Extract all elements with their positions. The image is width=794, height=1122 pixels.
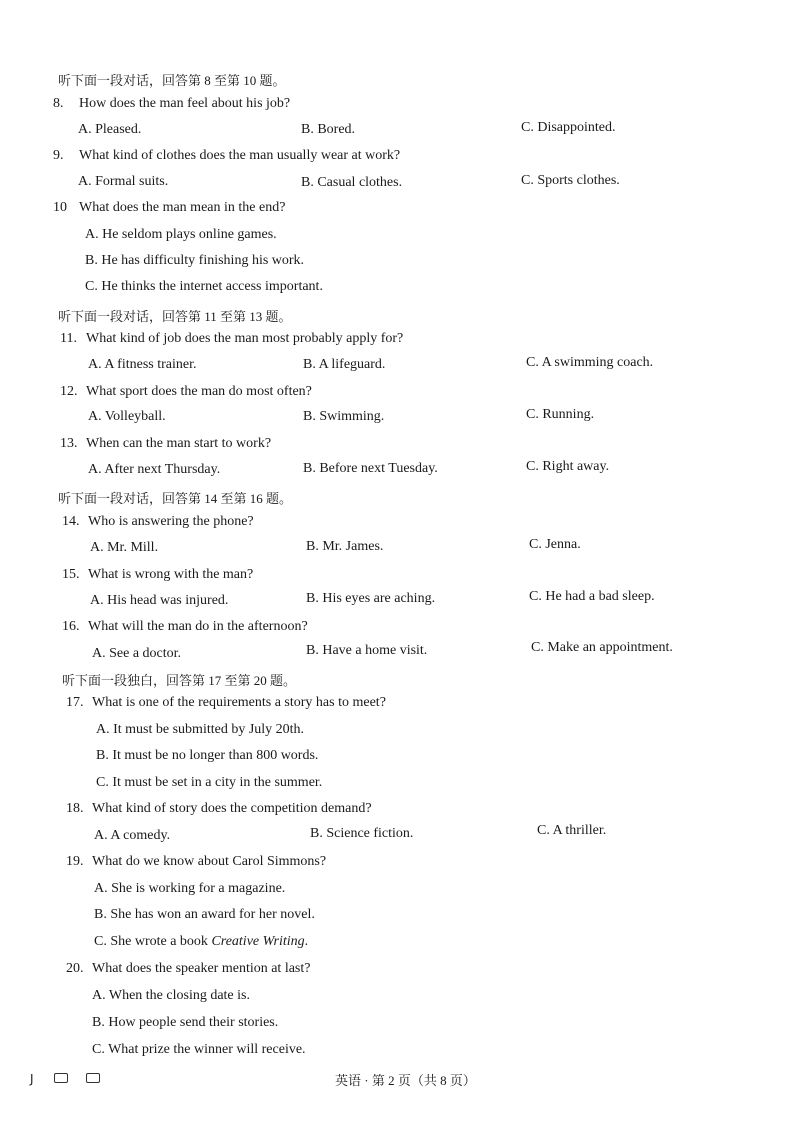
- option-13a: A. After next Thursday.: [88, 462, 221, 477]
- option-10b: B. He has difficulty finishing his work.: [85, 253, 305, 268]
- option-13b: B. Before next Tuesday.: [303, 461, 438, 476]
- option-9b: B. Casual clothes.: [301, 175, 403, 190]
- option-12a: A. Volleyball.: [88, 409, 166, 424]
- option-16b: B. Have a home visit.: [306, 643, 428, 658]
- question-15: 15. What is wrong with the man?: [62, 567, 254, 582]
- question-16: 16. What will the man do in the afternoon?: [62, 619, 308, 634]
- option-10a: A. He seldom plays online games.: [85, 227, 277, 242]
- option-14c: C. Jenna.: [529, 537, 581, 552]
- section-instruction: 听下面一段独白，回答第 17 至第 20 题。: [62, 673, 297, 688]
- question-18: 18. What kind of story does the competition demand?: [66, 801, 372, 816]
- option-9c: C. Sports clothes.: [521, 173, 620, 188]
- option-20c: C. What prize the winner will receive.: [92, 1042, 306, 1057]
- option-13c: C. Right away.: [526, 459, 610, 474]
- option-19b: B. She has won an award for her novel.: [94, 907, 315, 922]
- option-19a: A. She is working for a magazine.: [94, 881, 286, 896]
- page-number: 英语 · 第 2 页（共 8 页）: [335, 1073, 476, 1088]
- question-19: 19. What do we know about Carol Simmons?: [66, 854, 327, 869]
- option-11a: A. A fitness trainer.: [88, 357, 197, 372]
- section-instruction: 听下面一段对话，回答第 14 至第 16 题。: [58, 491, 293, 506]
- question-12: 12. What sport does the man do most often?: [60, 384, 312, 399]
- option-9a: A. Formal suits.: [78, 174, 169, 189]
- option-15c: C. He had a bad sleep.: [529, 589, 655, 604]
- option-14b: B. Mr. James.: [306, 539, 384, 554]
- question-13: 13. When can the man start to work?: [60, 436, 272, 451]
- scan-box-icon: [86, 1072, 100, 1086]
- option-11c: C. A swimming coach.: [526, 355, 654, 370]
- option-12c: C. Running.: [526, 407, 595, 422]
- question-8: 8. How does the man feel about his job?: [53, 96, 291, 111]
- option-17c: C. It must be set in a city in the summer.: [96, 775, 323, 790]
- question-11: 11. What kind of job does the man most probably apply for?: [60, 331, 404, 346]
- option-15b: B. His eyes are aching.: [306, 591, 436, 606]
- option-17b: B. It must be no longer than 800 words.: [96, 748, 319, 763]
- option-20a: A. When the closing date is.: [92, 988, 250, 1003]
- option-14a: A. Mr. Mill.: [90, 540, 159, 555]
- question-14: 14. Who is answering the phone?: [62, 514, 254, 529]
- option-15a: A. His head was injured.: [90, 593, 229, 608]
- section-instruction: 听下面一段对话，回答第 11 至第 13 题。: [58, 309, 292, 324]
- option-18b: B. Science fiction.: [310, 826, 414, 841]
- option-19c: C. She wrote a book Creative Writing.: [94, 934, 309, 949]
- question-17: 17. What is one of the requirements a story has to meet?: [66, 695, 386, 710]
- scan-box-icon: [54, 1072, 68, 1086]
- option-8b: B. Bored.: [301, 122, 356, 137]
- question-9: 9. What kind of clothes does the man usually wear at work?: [53, 148, 401, 163]
- option-16a: A. See a doctor.: [92, 646, 182, 661]
- option-8a: A. Pleased.: [78, 122, 142, 137]
- option-11b: B. A lifeguard.: [303, 357, 386, 372]
- option-12b: B. Swimming.: [303, 409, 385, 424]
- question-10: 10 What does the man mean in the end?: [53, 200, 286, 215]
- footer-left-mark: J: [30, 1072, 34, 1086]
- option-18a: A. A comedy.: [94, 828, 171, 843]
- question-20: 20. What does the speaker mention at last?: [66, 961, 311, 976]
- option-18c: C. A thriller.: [537, 823, 607, 838]
- option-17a: A. It must be submitted by July 20th.: [96, 722, 305, 737]
- option-20b: B. How people send their stories.: [92, 1015, 279, 1030]
- section-instruction: 听下面一段对话，回答第 8 至第 10 题。: [58, 73, 286, 88]
- option-16c: C. Make an appointment.: [531, 640, 673, 655]
- option-10c: C. He thinks the internet access important.: [85, 279, 323, 294]
- option-8c: C. Disappointed.: [521, 120, 616, 135]
